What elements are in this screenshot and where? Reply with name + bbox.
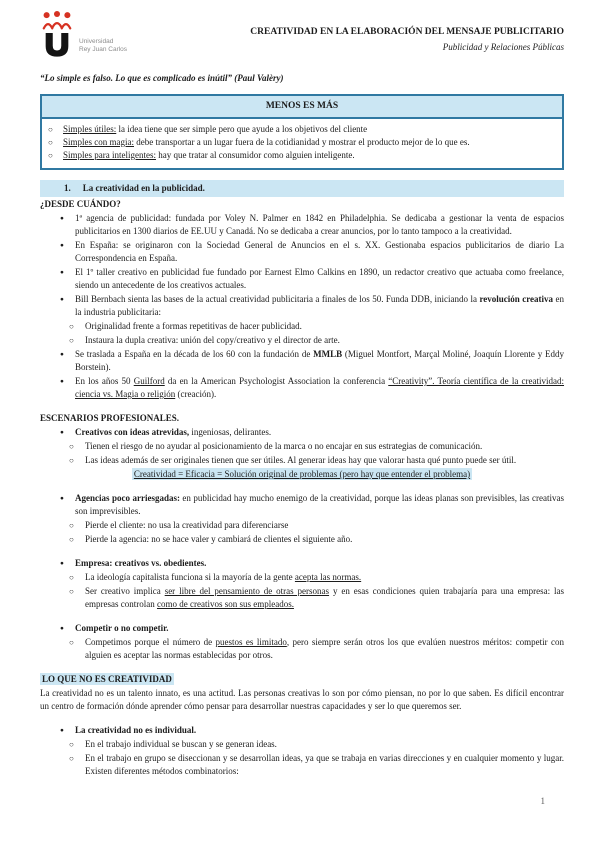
circle-marker-icon: ○ <box>48 125 53 134</box>
text-run: Simples para inteligentes: <box>63 150 156 160</box>
lo-que-no-es-heading <box>40 673 564 686</box>
circle-marker-icon: ○ <box>69 638 74 647</box>
text-run: hay que tratar al consumidor como alguien inteligente. <box>155 150 355 160</box>
text-run: (Miguel Montfort, Marçal Moliné, Joaquín Llorente y Eddy Borstein). <box>75 349 564 372</box>
text-run: Agencias poco arriesgadas: <box>75 493 180 503</box>
text-run: acepta las normas. <box>294 572 362 582</box>
text-run: Bill Bernbach sienta las bases de la actual creatividad publicitaria a finales de los 50. Funda DDB, iniciando la <box>75 294 480 304</box>
text-run: como de creativos son sus empleados. <box>156 599 294 609</box>
text-run: El 1º taller creativo en publicidad fue fundado por Earnest Elmo Calkins en 1890, un redactor creativo que actuaba como freelance, siendo un antecedente de los creativos actuales. <box>75 267 564 290</box>
text-run: Simples con magia: <box>63 137 134 147</box>
item-text <box>85 636 564 662</box>
circle-marker-icon: ○ <box>69 336 74 345</box>
text-run: Empresa: creativos vs. obedientes. <box>75 558 207 568</box>
bullet-item <box>40 622 564 635</box>
document-title: CREATIVIDAD EN LA ELABORACIÓN DEL MENSAJE PUBLICITARIO <box>250 27 564 37</box>
item-text <box>85 440 564 453</box>
text-run: Se traslada a España en la década de los 60 con la fundación de <box>75 349 314 359</box>
text-run: Competir o no competir. <box>75 623 169 633</box>
bullet-marker-icon: ● <box>60 351 64 358</box>
bullet-marker-icon: ● <box>60 727 64 734</box>
item-text <box>85 454 564 467</box>
item-text <box>75 724 564 737</box>
text-run: puestos es limitado <box>215 637 287 647</box>
text-run: Simples útiles: <box>63 124 117 134</box>
text-run: (creación). <box>175 389 217 399</box>
sub-bullet-item <box>40 636 564 662</box>
text-run: en publicidad hay mucho enemigo de la creatividad, porque las ideas planas son previsibles, las creativas son imprevisibles. <box>75 493 564 516</box>
university-name-line1: Universidad <box>79 38 114 45</box>
text-run: Instaura la dupla creativa: unión del copy/creativo y el director de arte. <box>85 335 340 345</box>
sub-bullet-item <box>40 585 564 611</box>
text-run: , pero siempre serán otros los que evalúen nuestros méritos: competir con alguien es aceptar las normas establecidas por otros. <box>85 637 564 660</box>
header-titles <box>250 10 564 54</box>
menos-es-mas-items <box>42 119 562 168</box>
sub-bullet-item <box>40 334 564 347</box>
document-body <box>40 180 564 778</box>
menos-es-mas-item <box>46 136 554 149</box>
text-run: Pierde el cliente: no usa la creatividad para diferenciarse <box>85 520 289 530</box>
university-logo <box>40 10 127 58</box>
text-run: ingeniosas, delirantes. <box>189 427 272 437</box>
bullet-marker-icon: ● <box>60 560 64 567</box>
item-text <box>85 519 564 532</box>
text-run: Creatividad = Eficacia = Solución original de problemas (pero hay que entender el problema) <box>133 469 471 479</box>
university-name-line2: Rey Juan Carlos <box>79 46 128 53</box>
item-text <box>85 752 564 778</box>
circle-marker-icon: ○ <box>69 740 74 749</box>
item-text <box>75 293 564 319</box>
bullet-item <box>40 557 564 570</box>
bullet-marker-icon: ● <box>60 296 64 303</box>
text-run: 1. <box>64 183 71 193</box>
key-formula <box>40 468 564 481</box>
text-run: ESCENARIOS PROFESIONALES. <box>40 413 180 423</box>
item-text <box>85 320 564 333</box>
bullet-marker-icon: ● <box>60 242 64 249</box>
text-run: Ser creativo implica <box>85 586 165 596</box>
bullet-item <box>40 375 564 401</box>
text-run: y en esas condiciones quien trabajaría para una empresa: las empresas controlan <box>85 586 564 609</box>
circle-marker-icon: ○ <box>69 754 74 763</box>
item-text <box>75 239 564 265</box>
text-run: LO QUE NO ES CREATIVIDAD <box>42 674 172 684</box>
bullet-item <box>40 426 564 439</box>
sub-bullet-item <box>40 571 564 584</box>
sub-bullet-item <box>40 320 564 333</box>
bullet-item <box>40 348 564 374</box>
bullet-item <box>40 492 564 518</box>
text-run: Tienen el riesgo de no ayudar al posicionamiento de la marca o no encajar en sus estrategias de comunicación. <box>85 441 483 451</box>
text-run: La creatividad no es individual. <box>75 725 197 735</box>
text-run: MMLB <box>313 349 343 359</box>
item-text <box>75 426 564 439</box>
item-text <box>85 571 564 584</box>
page-header <box>40 10 564 58</box>
circle-marker-icon: ○ <box>69 535 74 544</box>
text-run: ser libre del pensamiento de otras personas <box>164 586 330 596</box>
section-1-heading <box>40 180 564 197</box>
text-run: En el trabajo en grupo se diseccionan y se desarrollan ideas, ya que se trabaja en varias direcciones y en cualquier momento y lugar. Existen diferentes métodos combinatorios: <box>85 753 564 776</box>
text-run: La creatividad en la publicidad. <box>82 183 205 193</box>
item-text <box>85 533 564 546</box>
circle-marker-icon: ○ <box>69 573 74 582</box>
sub-bullet-item <box>40 533 564 546</box>
item-text <box>63 149 554 162</box>
circle-marker-icon: ○ <box>69 442 74 451</box>
bullet-marker-icon: ● <box>60 495 64 502</box>
item-text <box>75 375 564 401</box>
item-text <box>85 738 564 751</box>
item-text <box>85 585 564 611</box>
circle-marker-icon: ○ <box>48 151 53 160</box>
bullet-item <box>40 724 564 737</box>
sub-bullet-item <box>40 454 564 467</box>
document-subtitle: Publicidad y Relaciones Públicas <box>442 42 564 52</box>
text-run: da en la American Psychologist Association la conferencia <box>164 376 389 386</box>
bullet-item <box>40 293 564 319</box>
text-run: En España: se originaron con la Sociedad General de Anuncios en el s. XX. Gestionaba espacios publicitarios de diario La Correspondencia en España. <box>75 240 564 263</box>
text-run: “Creativity”. Teoría científica de la creatividad: ciencia vs. Magia o religión <box>75 376 565 399</box>
text-run: ¿DESDE CUÁNDO? <box>40 199 121 209</box>
menos-es-mas-item <box>46 149 554 162</box>
bullet-marker-icon: ● <box>60 215 64 222</box>
item-text <box>75 212 564 238</box>
menos-es-mas-item <box>46 123 554 136</box>
sub-bullet-item <box>40 738 564 751</box>
item-text <box>75 492 564 518</box>
text-run: Las ideas además de ser originales tienen que ser útiles. Al generar ideas hay que valorar hasta qué punto puede ser útil. <box>85 455 517 465</box>
circle-marker-icon: ○ <box>69 456 74 465</box>
page-number: 1 <box>540 796 545 806</box>
text-run: revolución creativa <box>479 294 554 304</box>
text-run: La ideología capitalista funciona si la mayoría de la gente <box>85 572 295 582</box>
urjc-crown-u-icon <box>40 10 74 58</box>
circle-marker-icon: ○ <box>69 521 74 530</box>
opening-quote: “Lo simple es falso. Lo que es complicado es inútil” (Paul Valèry) <box>40 73 284 83</box>
sub-bullet-item <box>40 519 564 532</box>
circle-marker-icon: ○ <box>48 138 53 147</box>
text-run: La creatividad no es un talento innato, es una actitud. Las personas creativas lo son por cómo piensan, no por lo que saben. Es difícil encontrar un centro de formación dónde aprender cómo pensar para desarrollar nuestras capacidades y ser lo que queremos ser. <box>40 688 564 711</box>
bullet-marker-icon: ● <box>60 429 64 436</box>
bullet-item <box>40 212 564 238</box>
item-text <box>85 334 564 347</box>
university-name <box>79 38 127 58</box>
item-text <box>75 557 564 570</box>
para <box>40 687 564 713</box>
text-run: 1ª agencia de publicidad: fundada por Voley N. Palmer en 1842 en Philadelphia. Se dedicaba a gestionar la venta de espacios publicitarios en 1300 diarios de EE.UU y Canadá. No se dedicaba a crear anuncios, por lo tanto tampoco a la creatividad. <box>75 213 564 236</box>
escenarios-heading <box>40 412 564 425</box>
bullet-item <box>40 266 564 292</box>
item-text <box>75 348 564 374</box>
bullet-marker-icon: ● <box>60 269 64 276</box>
sub-bullet-item <box>40 752 564 778</box>
text-run: en la industria publicitaria: <box>75 294 564 317</box>
bullet-marker-icon: ● <box>60 625 64 632</box>
text-run: la idea tiene que ser simple pero que ayude a los objetivos del cliente <box>116 124 368 134</box>
text-run: Guilford <box>133 376 165 386</box>
circle-marker-icon: ○ <box>69 322 74 331</box>
item-text <box>63 123 554 136</box>
menos-es-mas-title: MENOS ES MÁS <box>42 96 562 119</box>
text-run: Creativos con ideas atrevidas, <box>75 427 190 437</box>
text-run: debe transportar a un lugar fuera de la cotidianidad y mostrar el producto mejor de lo que es. <box>134 137 470 147</box>
text-run: Originalidad frente a formas repetitivas de hacer publicidad. <box>85 321 302 331</box>
item-text <box>75 266 564 292</box>
sub-bullet-item <box>40 440 564 453</box>
desde-cuando-heading <box>40 198 564 211</box>
text-run: Pierde la agencia: no se hace valer y cambiará de clientes el siguiente año. <box>85 534 353 544</box>
bullet-marker-icon: ● <box>60 378 64 385</box>
text-run: En el trabajo individual se buscan y se generan ideas. <box>85 739 277 749</box>
text-run: En los años 50 <box>75 376 134 386</box>
item-text <box>63 136 554 149</box>
bullet-item <box>40 239 564 265</box>
text-run: Competimos porque el número de <box>85 637 216 647</box>
item-text <box>75 622 564 635</box>
menos-es-mas-box <box>40 94 564 170</box>
circle-marker-icon: ○ <box>69 587 74 596</box>
